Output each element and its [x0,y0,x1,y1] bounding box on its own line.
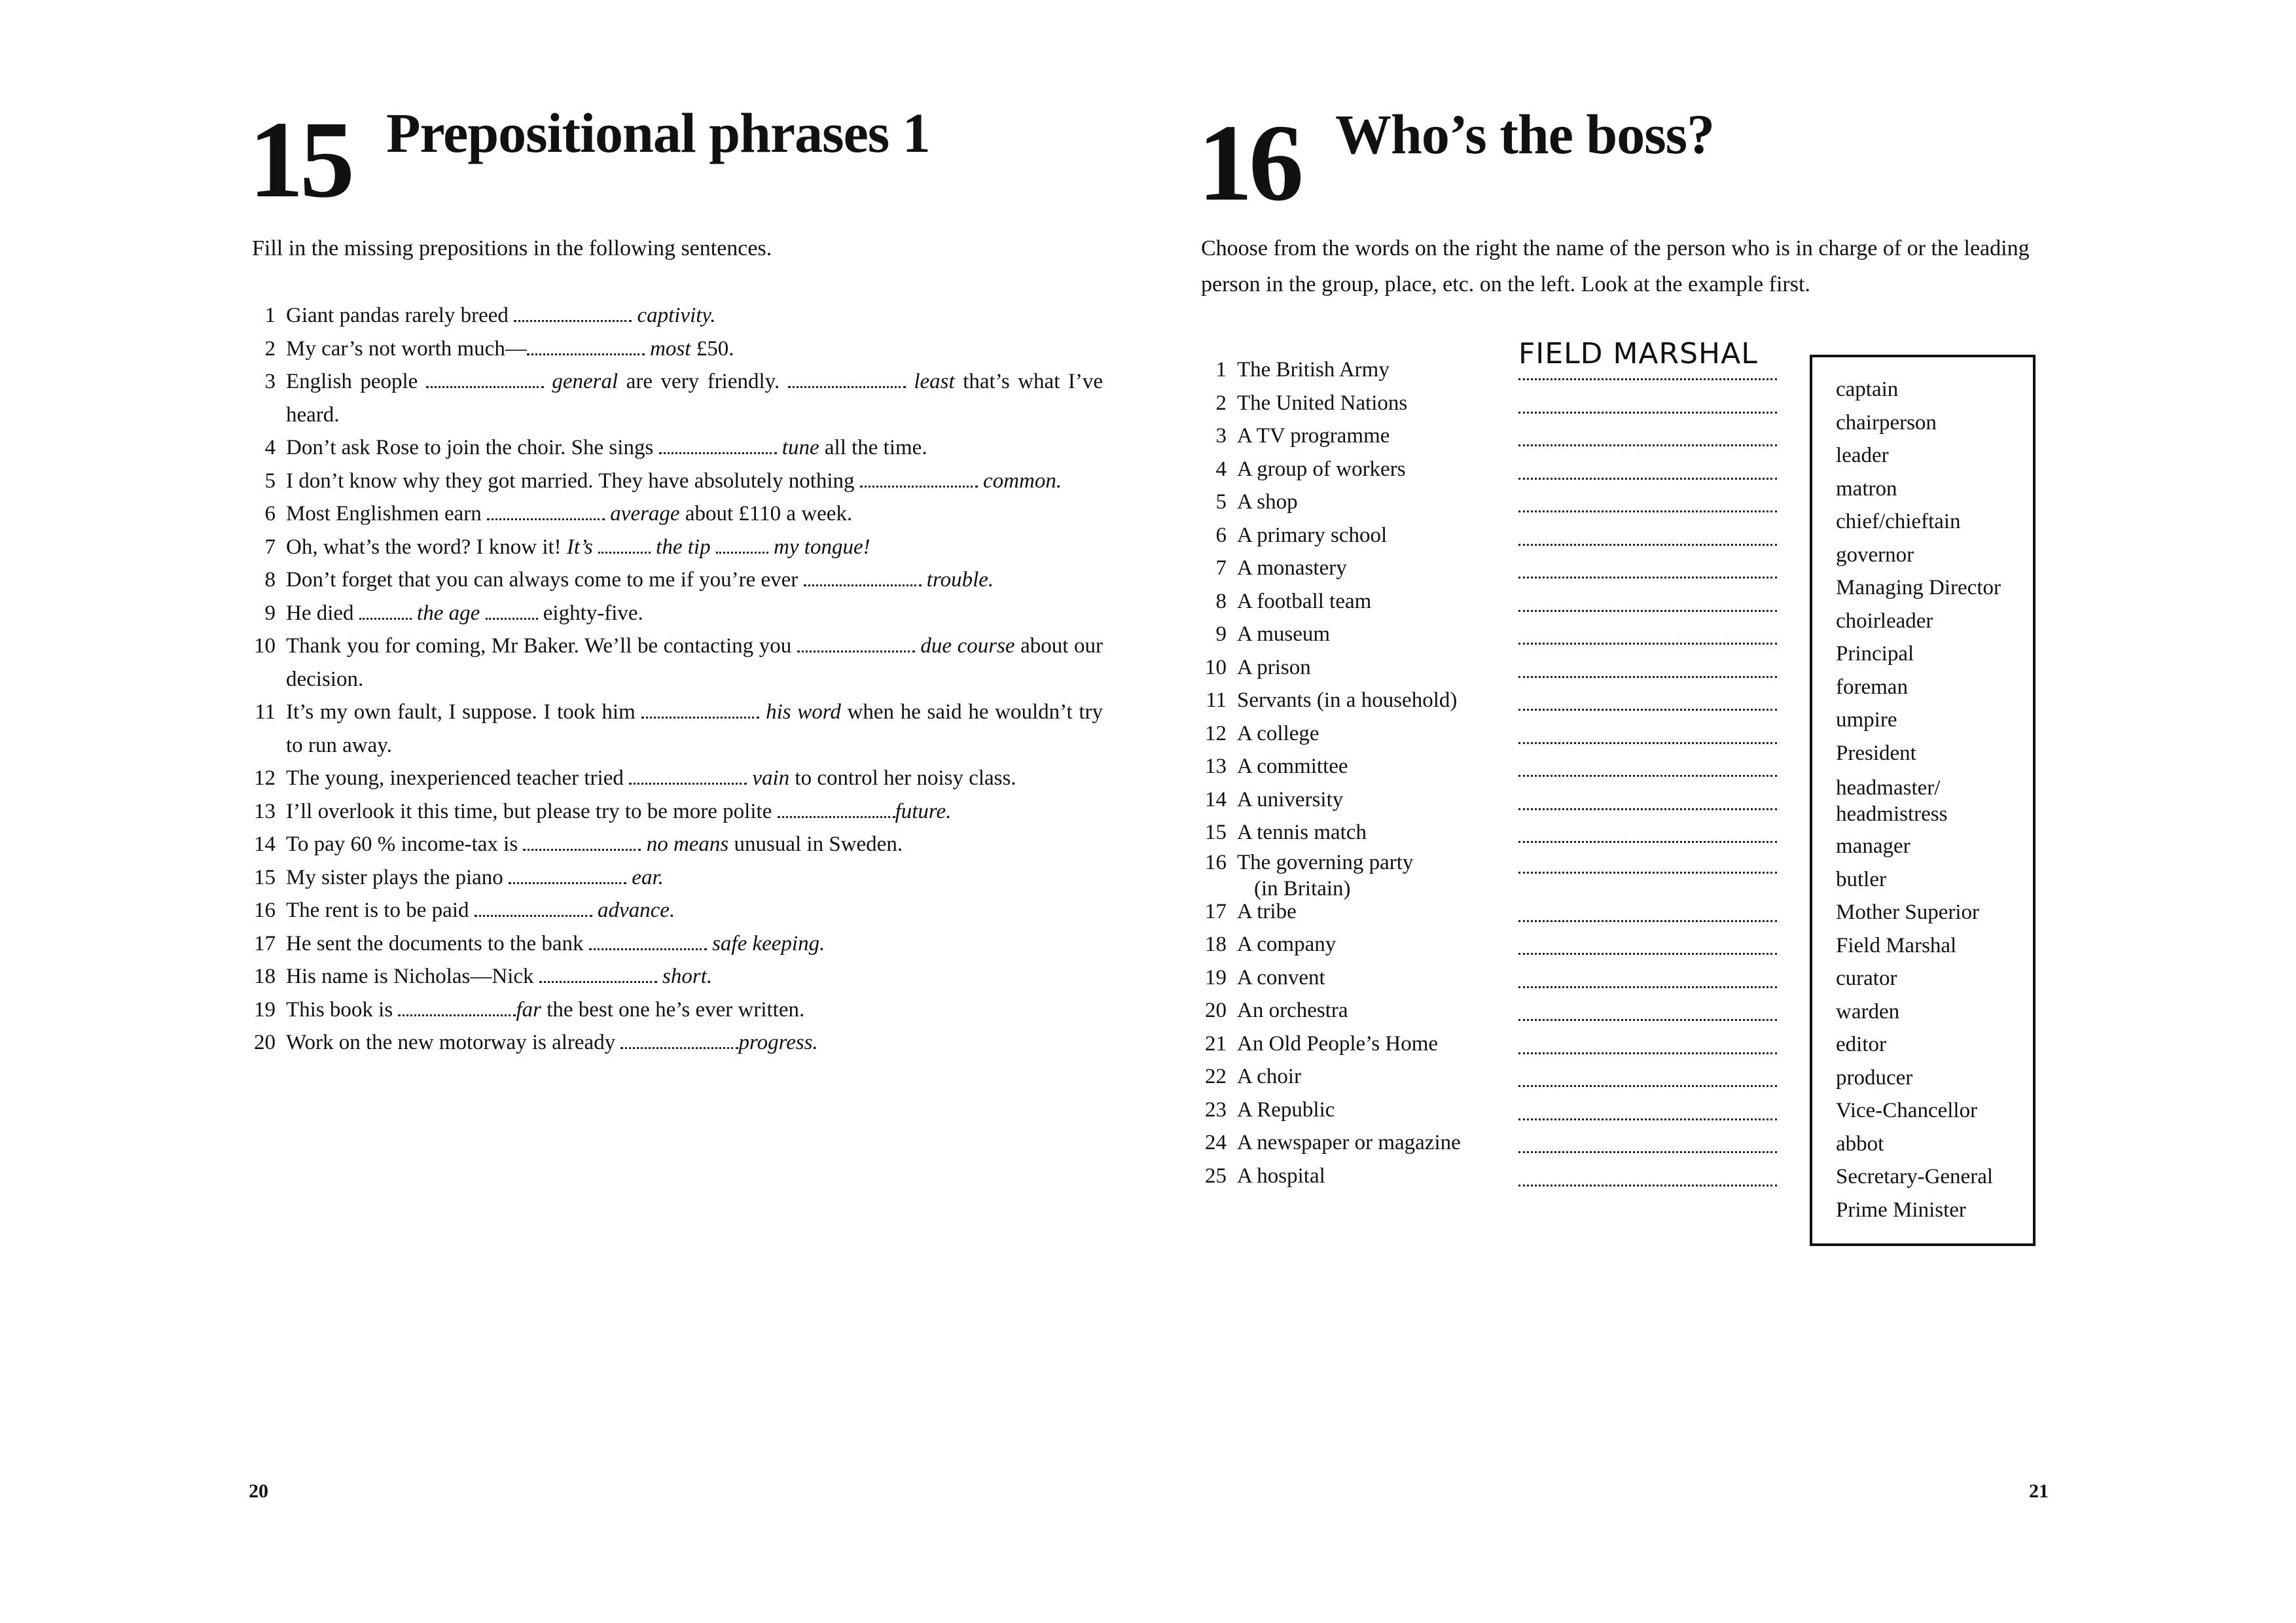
item-number: 23 [1205,1097,1227,1122]
answer-blank[interactable] [486,598,538,620]
item-number: 10 [254,634,276,658]
item-number: 22 [1205,1065,1227,1088]
answer-blank[interactable] [620,1027,738,1049]
item-number: 14 [1205,787,1227,812]
item-number: 1 [1215,358,1227,382]
item-number: 7 [1215,556,1227,580]
list-item [252,993,1103,1027]
item-number: 16 [254,899,276,922]
list-item [252,531,1103,564]
list-item [1204,816,1780,849]
list-item [1204,453,1780,486]
item-phrase: no means [646,832,729,856]
answer-blank[interactable] [1518,872,1777,874]
unit-title: Who’s the boss? [1335,103,1715,166]
word-option: Field Marshal [1836,933,1957,957]
item-number: 2 [264,336,276,361]
item-phrase: ear. [632,865,664,889]
item-label: A Republic [1237,1097,1335,1122]
item-label: A primary school [1237,523,1388,547]
item-label: An orchestra [1237,999,1348,1022]
item-phrase: common. [983,469,1062,493]
word-option: governor [1836,543,1914,567]
example-answer: FIELD MARSHAL [1518,337,1758,370]
item-text: Thank you for coming, Mr Baker. We’ll be contacting you [286,634,792,658]
list-item [1204,486,1780,519]
item-phrase: trouble. [926,568,994,592]
list-item [1204,618,1780,651]
item-text: I’ll overlook it this time, but please try to be more polite [286,799,772,823]
word-option: Vice-Chancellor [1836,1099,1978,1122]
item-text: Giant pandas rarely breed [286,304,509,327]
answer-blank[interactable] [1518,643,1777,645]
answer-blank[interactable] [860,466,978,488]
item-text: It’s my own fault, I suppose. I took him [286,700,636,724]
item-phrase: most [650,336,691,361]
item-number: 17 [1205,899,1227,923]
answer-blank[interactable] [589,929,707,950]
item-number: 19 [1205,965,1227,990]
item-number: 15 [254,865,276,889]
item-number: 5 [1215,490,1227,514]
list-item [252,1026,1103,1060]
item-phrase: least [914,370,955,393]
item-number: 17 [254,931,276,955]
item-number: 20 [1205,999,1227,1022]
list-item [1204,1060,1780,1094]
answer-blank[interactable] [1518,775,1777,777]
answer-blank[interactable] [1518,510,1777,512]
list-item [252,861,1103,895]
item-number: 9 [1215,622,1227,646]
answer-blank[interactable] [716,532,768,554]
item-phrase: safe keeping. [712,931,825,955]
word-option: chairperson [1836,410,1937,435]
word-option: butler [1836,867,1886,891]
item-label: A prison [1237,655,1311,679]
word-option: curator [1836,967,1897,990]
answer-blank[interactable] [1518,986,1777,988]
answer-blank[interactable] [527,334,645,355]
word-option: producer [1836,1065,1913,1090]
answer-blank[interactable] [1518,1085,1777,1087]
item-text: Don’t forget that you can always come to me if you’re ever [286,568,798,592]
answer-blank[interactable] [514,300,632,322]
item-number: 18 [254,965,276,988]
item-label: A football team [1237,589,1372,613]
answer-blank[interactable] [398,995,516,1016]
answer-blank[interactable] [359,598,412,620]
item-text: Oh, what’s the word? I know it! [286,535,562,559]
list-item [1204,1126,1780,1160]
answer-blank[interactable] [1518,544,1777,546]
answer-blank[interactable] [1518,920,1777,922]
list-item [1204,651,1780,685]
answer-blank[interactable] [1518,1019,1777,1021]
word-option: umpire [1836,708,1897,732]
item-number: 8 [264,568,276,592]
item-number: 1 [264,304,276,327]
item-text: English people [286,370,418,393]
list-item [1204,994,1780,1027]
item-text: eighty-five. [543,601,643,625]
item-phrase: general [552,370,619,393]
item-number: 4 [1215,457,1227,481]
list-item [1204,585,1780,618]
item-label: A choir [1237,1065,1302,1088]
item-label: A monastery [1237,556,1347,580]
item-number: 13 [254,799,276,823]
word-option: Prime Minister [1836,1198,1966,1222]
item-label-line: (in Britain) [1254,876,1351,901]
list-item [252,497,1103,531]
word-option: warden [1836,999,1900,1024]
item-phrase: tune [781,436,819,459]
item-number: 12 [254,766,276,790]
answer-blank[interactable] [487,499,605,520]
item-number: 19 [254,997,276,1022]
word-box [1810,355,2036,1246]
item-phrase: advance. [598,899,675,922]
page-number: 21 [2029,1480,2049,1502]
item-label: An Old People’s Home [1237,1031,1439,1056]
item-text: I don’t know why they got married. They have absolutely nothing [286,469,855,493]
answer-blank[interactable] [1518,953,1777,955]
item-text: This book is [286,997,393,1022]
answer-blank[interactable] [1518,1185,1777,1186]
item-label: A group of workers [1237,457,1406,481]
item-label: A TV programme [1237,424,1390,448]
list-item [1204,750,1780,783]
item-label: A company [1237,933,1336,956]
item-number: 7 [264,535,276,559]
item-label: A tennis match [1237,821,1367,844]
item-phrase: average [610,502,680,526]
item-number: 12 [1205,721,1227,745]
item-number: 21 [1205,1031,1227,1056]
item-phrase: future. [895,799,952,823]
list-item [1204,519,1780,552]
word-option: choirleader [1836,609,1933,633]
exercise-list [252,299,1103,1060]
item-label [1237,849,1413,902]
item-text: Work on the new motorway is already [286,1031,616,1054]
word-option: Principal [1836,642,1914,666]
list-item [1204,928,1780,961]
item-number: 3 [264,370,276,393]
item-phrase: vain [752,766,790,790]
item-phrase: the age [417,601,480,625]
list-item [252,563,1103,597]
answer-blank[interactable] [1518,577,1777,579]
item-label: A university [1237,787,1344,812]
item-phrase: It’s [566,535,593,559]
item-label: A hospital [1237,1164,1325,1188]
list-item [252,894,1103,927]
list-item [1204,419,1780,453]
item-text: He sent the documents to the bank [286,931,584,955]
answer-blank[interactable] [426,366,544,388]
item-phrase: captivity. [637,304,716,327]
answer-blank[interactable] [1518,610,1777,612]
item-label: A college [1237,721,1319,745]
answer-blank[interactable] [797,631,915,652]
item-number: 11 [1206,688,1227,712]
answer-blank[interactable] [1518,841,1777,843]
item-number: 18 [1205,933,1227,956]
word-option: headmaster/ headmistress [1836,776,1948,826]
item-label: Servants (in a household) [1237,688,1458,712]
item-label-line: The governing party [1237,850,1414,874]
item-number: 20 [254,1031,276,1054]
item-text: Most Englishmen earn [286,502,482,526]
answer-blank[interactable] [629,763,747,785]
item-text: all the time. [824,436,927,459]
item-number: 3 [1215,424,1227,448]
word-option: foreman [1836,675,1908,699]
item-label: A shop [1237,490,1298,514]
answer-blank[interactable] [1518,444,1777,446]
list-item [252,828,1103,861]
list-item [252,299,1103,332]
list-item [1204,895,1780,929]
answer-blank[interactable] [659,433,777,454]
answer-blank[interactable] [475,895,592,917]
list-item [252,431,1103,465]
word-option: chief/chieftain [1836,510,1961,533]
item-text: My sister plays the piano [286,865,503,889]
item-label: A committee [1237,755,1348,778]
word-option: abbot [1836,1132,1884,1156]
answer-blank[interactable] [1518,676,1777,678]
item-text: about £110 a week. [685,502,853,526]
answer-blank[interactable] [1518,378,1777,380]
item-number: 10 [1205,655,1227,679]
word-option: Managing Director [1836,576,2001,599]
list-item [252,365,1103,431]
item-number: 8 [1215,589,1227,613]
answer-blank[interactable] [778,796,895,818]
word-option: matron [1836,476,1897,501]
word-list [1812,357,2033,1226]
item-label: A convent [1237,965,1325,990]
list-item [252,795,1103,829]
item-phrase: his word [766,700,841,724]
answer-blank[interactable] [1518,808,1777,810]
item-text: The rent is to be paid [286,899,469,922]
answer-blank[interactable] [788,366,906,388]
item-phrase: short. [662,965,713,988]
instructions: Fill in the missing prepositions in the following sentences. [252,236,772,260]
list-item [252,696,1103,762]
item-text: To pay 60 % income-tax is [286,832,518,856]
item-number: 25 [1205,1164,1227,1188]
item-label: A newspaper or magazine [1237,1131,1461,1154]
item-label: The United Nations [1237,391,1408,415]
item-phrase: my tongue! [774,535,870,559]
item-phrase: far [516,997,541,1022]
item-label: A museum [1237,622,1331,646]
item-text: to control her noisy class. [795,766,1016,790]
item-number: 6 [264,502,276,526]
list-item [252,630,1103,696]
answer-blank[interactable] [1518,1052,1777,1054]
word-option: President [1836,741,1916,765]
item-text: the best one he’s ever written. [547,997,805,1022]
list-item [1204,783,1780,817]
item-phrase: progress. [738,1031,818,1054]
item-text: His name is Nicholas—Nick [286,965,534,988]
item-number: 14 [254,832,276,856]
item-number: 11 [255,700,276,724]
list-item [1204,1160,1780,1193]
unit-number: 16 [1198,102,1300,224]
word-option: Secretary-General [1836,1165,1994,1188]
word-option: editor [1836,1033,1886,1056]
unit-title: Prepositional phrases 1 [386,101,930,164]
instructions: Choose from the words on the right the name of the person who is in charge of or the leading person in the group, place, etc. on the left. Look at the example first. [1201,236,2030,296]
list-item [252,332,1103,366]
word-option: captain [1836,378,1899,401]
list-item [1204,961,1780,995]
item-number: 24 [1205,1131,1227,1154]
answer-blank[interactable] [598,532,651,554]
item-text: unusual in Sweden. [734,832,903,856]
list-item [1204,684,1780,717]
answer-blank[interactable] [523,829,641,851]
item-text: when he said he wouldn’t try to run away. [286,700,1103,757]
answer-blank[interactable] [1518,478,1777,480]
list-item [1204,387,1780,420]
item-number: 9 [264,601,276,625]
item-number: 15 [1205,821,1227,844]
item-text: £50. [696,336,734,361]
boss-list [1204,337,1780,1192]
item-text: are very friendly. [626,370,780,393]
list-item [252,597,1103,630]
item-text: My car’s not worth much— [286,336,527,361]
list-item [1204,717,1780,751]
item-number: 5 [264,469,276,493]
answer-blank[interactable] [641,697,759,719]
answer-blank[interactable] [1518,709,1777,711]
answer-blank[interactable] [1518,412,1777,414]
word-option: leader [1836,444,1889,467]
item-text: that’s what I’ve heard. [286,370,1103,427]
list-item [1204,552,1780,585]
item-phrase: due course [920,634,1015,658]
item-text: about our decision. [286,634,1103,691]
answer-blank[interactable] [1518,1118,1777,1120]
list-item [1204,337,1780,387]
item-label: A tribe [1237,899,1297,923]
list-item [252,960,1103,993]
item-text: Don’t ask Rose to join the choir. She sings [286,436,654,459]
item-number: 6 [1215,523,1227,547]
list-item [252,465,1103,498]
item-label: The British Army [1237,358,1390,382]
item-number: 2 [1215,391,1227,415]
answer-blank[interactable] [539,961,657,983]
page-number: 20 [249,1480,268,1502]
answer-blank[interactable] [804,565,922,586]
list-item [252,927,1103,961]
item-text: The young, inexperienced teacher tried [286,766,624,790]
answer-blank[interactable] [1518,1151,1777,1153]
list-item [1204,1094,1780,1127]
list-item [1204,1027,1780,1061]
answer-blank[interactable] [509,863,626,884]
list-item [1204,849,1780,901]
word-option: manager [1836,834,1910,858]
item-text: He died [286,601,354,625]
item-number: 16 [1205,850,1227,874]
item-phrase: the tip [656,535,711,559]
item-number: 13 [1205,755,1227,778]
list-item [252,762,1103,795]
word-option: Mother Superior [1836,901,1980,924]
unit-number: 15 [249,99,351,221]
item-number: 4 [264,436,276,459]
answer-blank[interactable] [1518,742,1777,744]
